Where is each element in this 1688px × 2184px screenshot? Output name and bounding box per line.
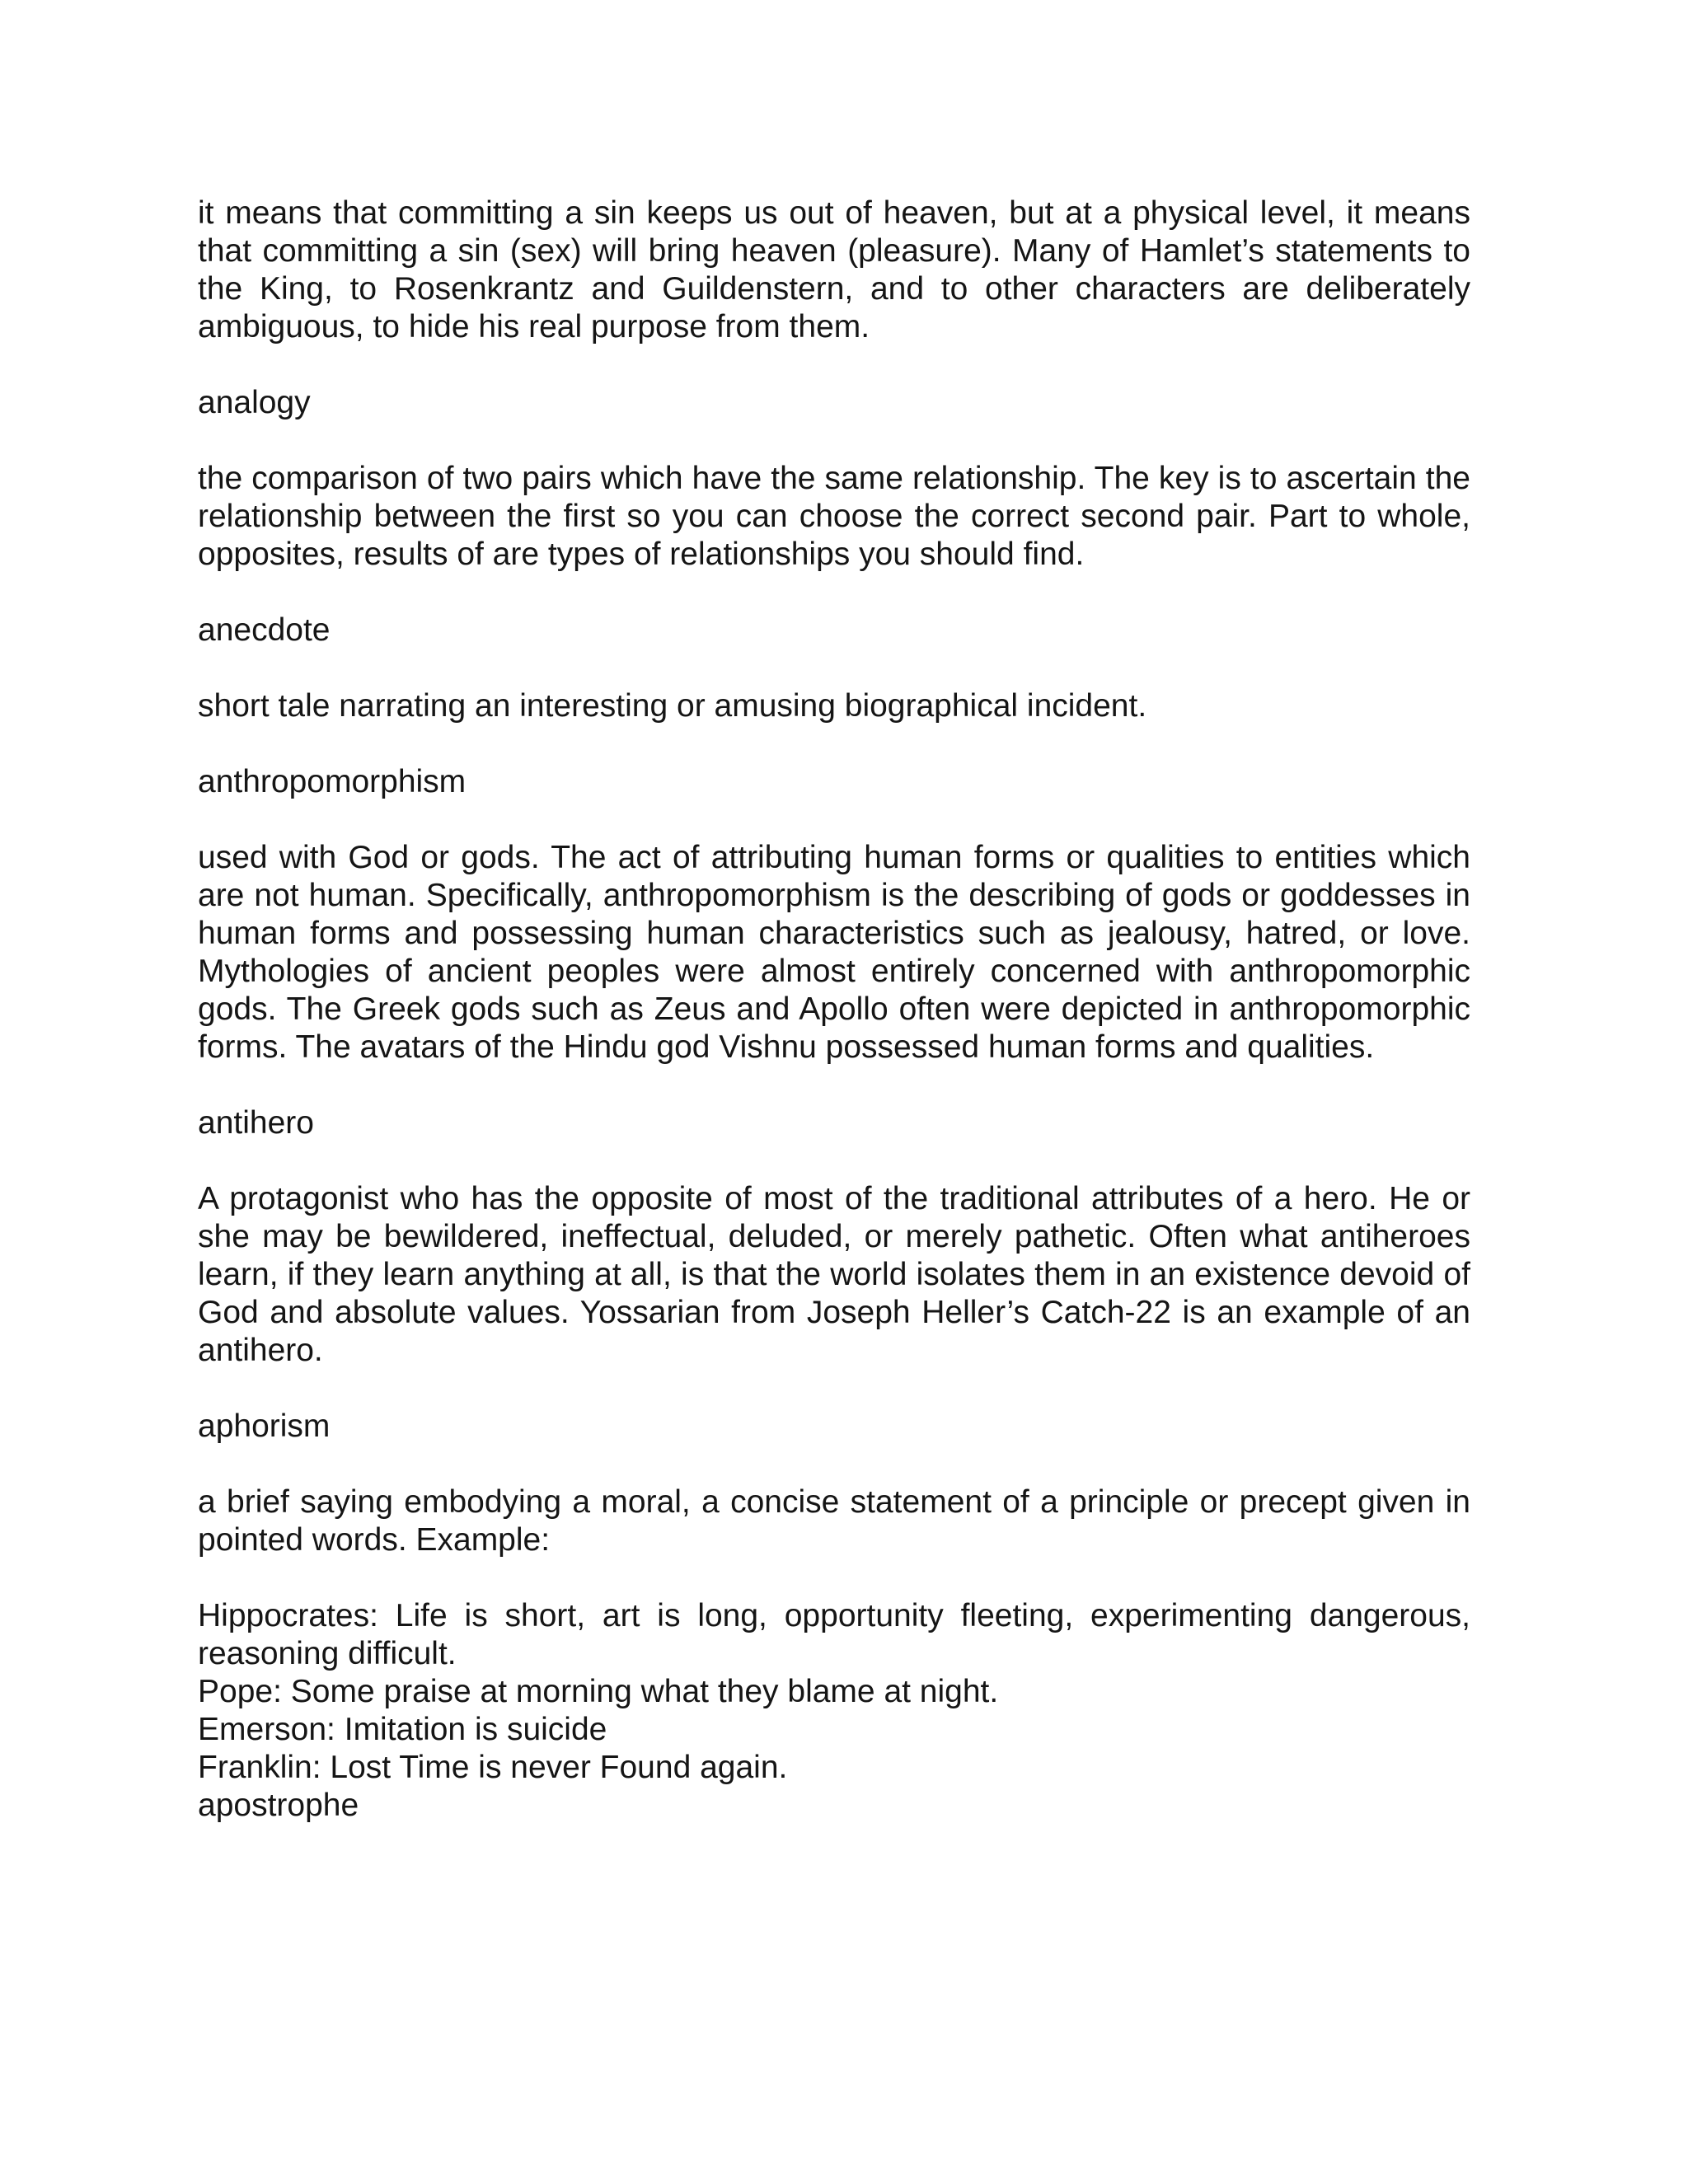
- example-franklin: Franklin: Lost Time is never Found again.: [198, 1750, 788, 1785]
- term-apostrophe: apostrophe: [198, 1788, 359, 1823]
- intro-paragraph: it means that committing a sin keeps us out of heaven, but at a physical level, it means that committing a sin (sex) will bring heaven (pleasure). Many of Hamlet’s statements to the King, to Rosenkrantz and Guildenstern, and to other characters are deliberately ambiguous, to hide his real purpose from them.: [198, 195, 1470, 344]
- example-pope: Pope: Some praise at morning what they blame at night.: [198, 1674, 999, 1709]
- definition-anthropomorphism: used with God or gods. The act of attributing human forms or qualities to entities which are not human. Specifically, anthropomorphism is the describing of gods or goddesses in human forms and possessing human characteristics such as jealousy, hatred, or love. Mythologies of ancient peoples were almost entirely concerned with anthropomorphic gods. The Greek gods such as Zeus and Apollo often were depicted in anthropomorphic forms. The avatars of the Hindu god Vishnu possessed human forms and qualities.: [198, 840, 1470, 1065]
- example-hippocrates: Hippocrates: Life is short, art is long, opportunity fleeting, experimenting dangerous, reasoning difficult.: [198, 1598, 1470, 1671]
- example-emerson: Emerson: Imitation is suicide: [198, 1712, 607, 1747]
- term-anecdote: anecdote: [198, 612, 331, 648]
- document-page: [198, 194, 1470, 1825]
- definition-anecdote: short tale narrating an interesting or amusing biographical incident.: [198, 688, 1147, 724]
- term-aphorism: aphorism: [198, 1408, 331, 1444]
- definition-analogy: the comparison of two pairs which have the same relationship. The key is to ascertain the relationship between the first so you can choose the correct second pair. Part to whole, opposites, results of are types of relationships you should find.: [198, 461, 1470, 572]
- definition-antihero: A protagonist who has the opposite of most of the traditional attributes of a hero. He or she may be bewildered, ineffectual, deluded, or merely pathetic. Often what antiheroes learn, if they learn anything at all, is that the world isolates them in an existence devoid of God and absolute values. Yossarian from Joseph Heller’s Catch-22 is an example of an antihero.: [198, 1181, 1470, 1368]
- aphorism-examples: [198, 1597, 1470, 1787]
- term-antihero: antihero: [198, 1105, 314, 1141]
- term-analogy: analogy: [198, 385, 311, 420]
- definition-aphorism: a brief saying embodying a moral, a concise statement of a principle or precept given in pointed words. Example:: [198, 1484, 1470, 1558]
- term-anthropomorphism: anthropomorphism: [198, 764, 467, 799]
